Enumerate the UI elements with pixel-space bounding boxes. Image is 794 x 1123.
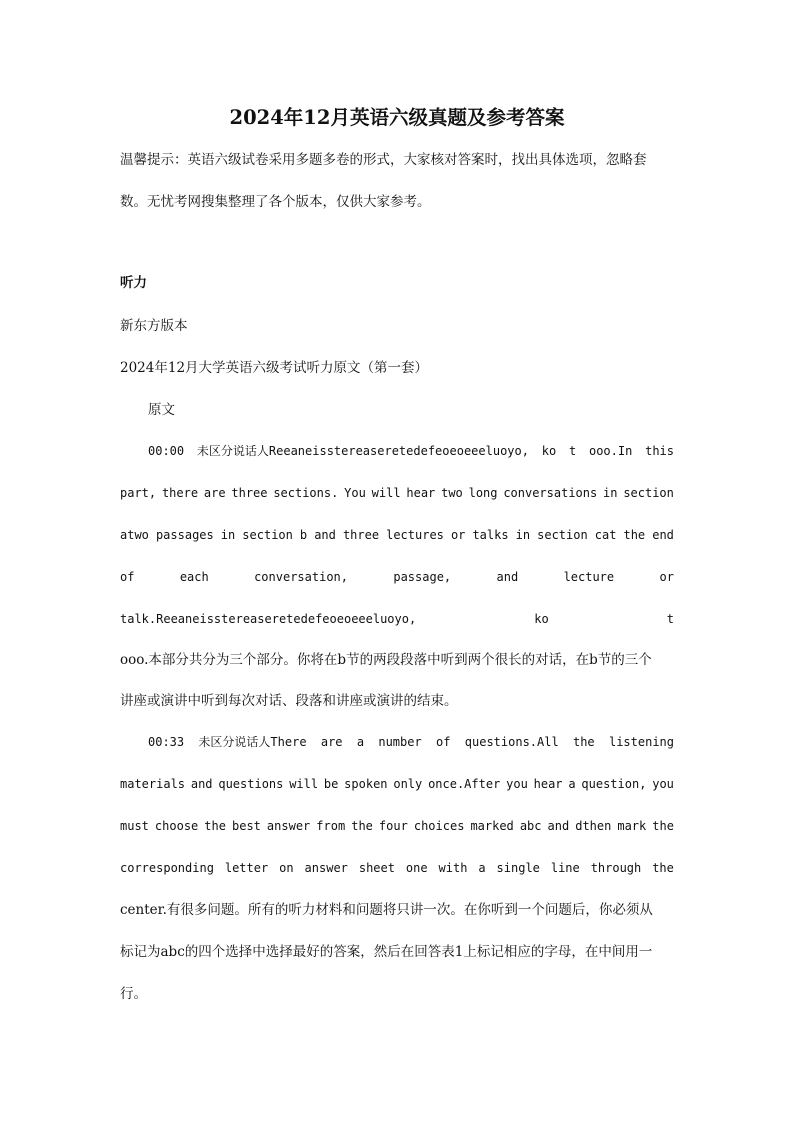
text-word: 00:33 xyxy=(148,735,185,749)
text-word: number xyxy=(378,735,422,749)
text-word: line xyxy=(550,861,580,875)
text-word: 未区分说话人There xyxy=(198,735,307,749)
text-word: answer xyxy=(266,819,311,833)
text-word: will xyxy=(371,486,401,500)
text-word: choices xyxy=(413,819,465,833)
text-word: two xyxy=(441,486,463,500)
text-word: this xyxy=(645,444,674,458)
paragraph-1-line-5 xyxy=(120,609,674,629)
paragraph-1-line-3 xyxy=(120,525,674,545)
text-word: corresponding xyxy=(120,861,214,875)
text-word: lectures xyxy=(386,528,444,542)
text-word: or xyxy=(450,528,466,542)
text-word: section xyxy=(242,528,293,542)
paragraph-2-line-6: 标记为abc的四个选择中选择最好的答案，然后在回答表1上标记相应的字母，在中间用一 xyxy=(120,944,653,960)
text-word: atwo xyxy=(120,528,149,542)
text-word: the xyxy=(652,861,674,875)
tip-line-2: 数。无忧考网搜集整理了各个版本，仅供大家参考。 xyxy=(120,194,431,210)
text-word: of xyxy=(120,570,135,584)
text-word: cat xyxy=(594,528,617,542)
text-word: a xyxy=(568,777,576,791)
text-word: talks xyxy=(472,528,509,542)
document-title: 2024年12月英语六级真题及参考答案 xyxy=(229,106,565,129)
text-word: hear xyxy=(406,486,436,500)
text-word: choose xyxy=(154,819,199,833)
text-word: materials xyxy=(120,777,186,791)
text-word: on xyxy=(279,861,294,875)
text-word: part, xyxy=(120,486,157,500)
text-word: sections. xyxy=(273,486,339,500)
text-word: there xyxy=(161,486,199,500)
text-word: three xyxy=(342,528,380,542)
text-word: section xyxy=(623,486,674,500)
text-word: 00:00 xyxy=(148,444,185,458)
text-word: and xyxy=(314,528,336,542)
text-word: b xyxy=(299,528,308,542)
text-word: ko xyxy=(541,444,557,458)
text-word: ooo.In xyxy=(588,444,633,458)
text-word: abc xyxy=(519,819,542,833)
text-word: you xyxy=(506,777,528,791)
text-word: the xyxy=(351,819,373,833)
text-word: be xyxy=(323,777,339,791)
text-word: and xyxy=(547,819,570,833)
text-word: a xyxy=(356,735,365,749)
text-word: must xyxy=(120,819,149,833)
text-word: through xyxy=(590,861,642,875)
text-word: with xyxy=(438,861,468,875)
text-word: and xyxy=(190,777,213,791)
text-word: single xyxy=(496,861,540,875)
text-word: the xyxy=(623,528,646,542)
text-word: section xyxy=(537,528,588,542)
text-word: once.After xyxy=(428,777,501,791)
paragraph-1-line-7: 讲座或演讲中听到每次对话、段落和讲座或演讲的结束。 xyxy=(120,693,458,709)
text-word: 未区分说话人Reeaneisstereaseretedefeoeoeeeluoyo, xyxy=(196,444,529,458)
text-word: will xyxy=(289,777,319,791)
section-heading: 听力 xyxy=(120,275,147,291)
text-word: passages xyxy=(155,528,214,542)
text-word: You xyxy=(344,486,366,500)
text-word: sheet xyxy=(358,861,395,875)
paragraph-2-line-7: 行。 xyxy=(120,986,147,1002)
version-label: 新东方版本 xyxy=(120,318,188,334)
paragraph-2-line-2 xyxy=(120,774,674,794)
text-word: ko xyxy=(534,612,549,626)
text-word: you xyxy=(652,777,674,791)
original-text-label: 原文 xyxy=(148,402,175,418)
text-word: spoken xyxy=(344,777,388,791)
text-word: hear xyxy=(533,777,563,791)
paragraph-2-line-5: center.有很多问题。所有的听力材料和问题将只讲一次。在你听到一个问题后，你必须从 xyxy=(120,902,653,918)
text-word: four xyxy=(378,819,408,833)
text-word: the xyxy=(572,735,595,749)
paragraph-1-line-4 xyxy=(120,567,674,587)
text-word: listening xyxy=(608,735,674,749)
text-word: of xyxy=(436,735,451,749)
text-word: dthen xyxy=(575,819,612,833)
text-word: t xyxy=(568,444,577,458)
text-word: questions.All xyxy=(464,735,559,749)
paragraph-1-line-2 xyxy=(120,483,674,503)
text-word: end xyxy=(652,528,674,542)
text-word: are xyxy=(320,735,343,749)
text-word: one xyxy=(405,861,428,875)
text-word: and xyxy=(496,570,519,584)
text-word: three xyxy=(231,486,268,500)
text-word: question, xyxy=(581,777,647,791)
text-word: are xyxy=(203,486,226,500)
text-word: in xyxy=(603,486,618,500)
text-word: or xyxy=(659,570,674,584)
text-word: in xyxy=(220,528,236,542)
text-word: conversations xyxy=(503,486,598,500)
text-word: conversation, xyxy=(254,570,348,584)
text-word: long xyxy=(468,486,498,500)
text-word: a xyxy=(478,861,486,875)
paragraph-1-line-1 xyxy=(148,441,674,461)
text-word: t xyxy=(666,612,674,626)
text-word: the xyxy=(652,819,674,833)
text-word: mark xyxy=(617,819,647,833)
text-word: lecture xyxy=(563,570,615,584)
paragraph-1-line-6: ooo.本部分共分为三个部分。你将在b节的两段段落中听到两个很长的对话，在b节的三个 xyxy=(120,652,652,668)
text-word: from xyxy=(316,819,346,833)
text-word: in xyxy=(515,528,531,542)
paragraph-2-line-4 xyxy=(120,858,674,878)
text-word: answer xyxy=(304,861,348,875)
text-word: passage, xyxy=(393,570,452,584)
text-word: the xyxy=(204,819,226,833)
text-word: best xyxy=(232,819,261,833)
text-word: only xyxy=(393,777,423,791)
paragraph-2-line-1 xyxy=(148,732,674,752)
text-word: each xyxy=(179,570,209,584)
text-word: letter xyxy=(224,861,269,875)
text-word: marked xyxy=(470,819,514,833)
exam-subtitle: 2024年12月大学英语六级考试听力原文（第一套） xyxy=(120,360,429,376)
text-word: talk.Reeaneisstereaseretedefeoeoeeeluoyo, xyxy=(120,612,417,626)
tip-line-1: 温馨提示：英语六级试卷采用多题多卷的形式，大家核对答案时，找出具体选项，忽略套 xyxy=(120,152,647,168)
text-word: questions xyxy=(218,777,284,791)
paragraph-2-line-3 xyxy=(120,816,674,836)
